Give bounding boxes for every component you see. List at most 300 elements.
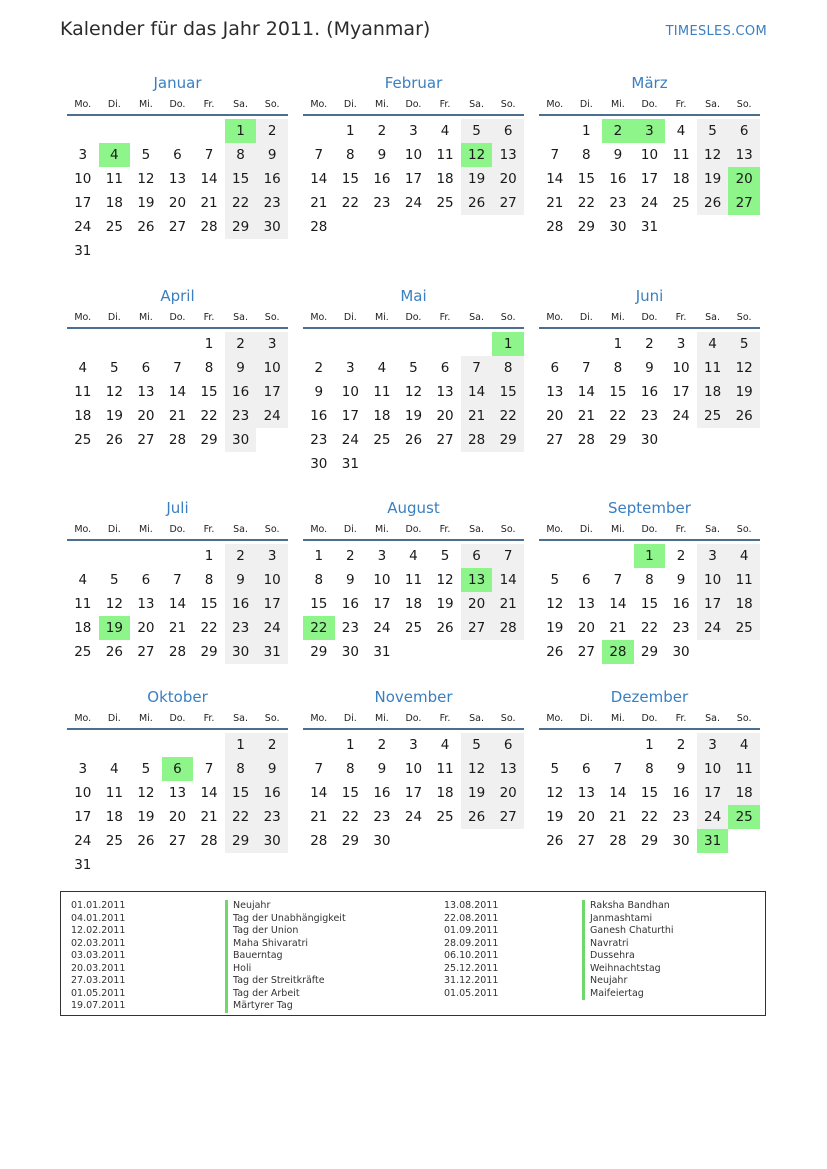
day-cell: 4 [377,360,387,376]
day-cell: 9 [346,572,355,588]
day-cell: 8 [645,761,654,777]
day-cell: 12 [137,171,155,187]
day-cell: 3 [346,360,355,376]
weekday-label: Mo. [74,98,92,110]
day-cell: 17 [697,781,729,805]
empty-cell [539,733,571,757]
weekday-label: Do. [641,311,658,323]
day-cell: 27 [492,805,524,829]
day-cell: 28 [200,833,218,849]
weekday-label: Mo. [310,712,328,724]
day-cell: 8 [613,360,623,376]
day-cell: 9 [225,356,257,380]
day-cell: 20 [436,408,454,424]
day-cell: 13 [546,384,564,400]
day-cell: 24 [672,408,690,424]
day-cell: 23 [225,616,257,640]
month-name: April [160,287,195,305]
weekday-label: So. [500,523,516,535]
holiday-day: 6 [162,757,194,781]
day-grid [303,544,524,664]
empty-cell [67,332,99,356]
day-cell: 15 [492,380,524,404]
day-cell: 4 [676,123,686,139]
day-cell: 23 [373,195,391,211]
day-cell: 19 [404,408,423,424]
day-cell: 1 [346,737,355,753]
day-cell: 17 [256,380,288,404]
day-cell: 5 [461,733,493,757]
page-title: Kalender für das Jahr 2011. (Myanmar) [60,18,431,40]
day-cell: 5 [110,360,119,376]
day-cell: 9 [314,384,324,400]
month-name: Januar [153,74,202,92]
weekday-label: Mo. [74,523,92,535]
holiday-day: 1 [634,544,666,568]
empty-cell [539,544,571,568]
month-august [303,497,524,664]
day-cell: 3 [676,336,686,352]
day-cell: 22 [225,191,257,215]
weekday-label: Sa. [233,98,249,110]
month-name: Juli [166,499,189,517]
legend-entry: 13.08.2011 [444,900,499,911]
day-cell: 15 [341,785,359,801]
weekday-label: Di. [107,523,121,535]
day-cell: 11 [436,147,454,163]
day-cell: 1 [225,733,257,757]
day-cell: 30 [225,640,257,664]
day-cell: 7 [204,761,214,777]
legend-entry: Tag der Unabhängigkeit [225,913,346,926]
day-cell: 26 [697,191,729,215]
day-cell: 2 [645,336,654,352]
day-cell: 2 [676,548,686,564]
day-cell: 17 [640,171,659,187]
weekday-label: Fr. [439,98,451,110]
day-cell: 13 [577,596,595,612]
day-cell: 18 [105,195,123,211]
day-cell: 26 [404,432,423,448]
weekday-label: Do. [405,523,422,535]
day-cell: 4 [409,548,418,564]
weekday-label: Sa. [469,311,485,323]
weekday-label: Sa. [469,523,485,535]
day-cell: 9 [256,757,288,781]
day-cell: 10 [697,757,729,781]
empty-cell [67,119,99,143]
day-cell: 18 [728,592,760,616]
day-cell: 16 [341,596,359,612]
weekday-header [539,708,760,730]
day-cell: 28 [609,833,627,849]
day-cell: 3 [697,544,729,568]
day-cell: 12 [105,384,123,400]
weekday-label: Fr. [203,311,215,323]
day-cell: 23 [672,809,690,825]
holiday-day: 2 [602,119,634,143]
month-juli [67,497,288,664]
month-november [303,686,524,853]
empty-cell [303,733,335,757]
day-cell: 15 [640,785,659,801]
day-cell: 15 [225,781,257,805]
day-cell: 12 [546,596,564,612]
empty-cell [67,733,99,757]
empty-cell [398,332,430,356]
weekday-label: Di. [579,311,593,323]
day-cell: 2 [676,737,686,753]
day-cell: 15 [310,596,328,612]
day-cell: 26 [105,432,123,448]
legend-entry: Märtyrer Tag [225,1000,346,1013]
day-cell: 26 [137,219,155,235]
empty-cell [162,733,194,757]
brand-link[interactable]: TIMESLES.COM [665,24,767,39]
day-cell: 6 [582,572,591,588]
day-cell: 25 [436,809,454,825]
day-cell: 29 [225,829,257,853]
weekday-label: Sa. [233,523,249,535]
weekday-label: Do. [641,98,658,110]
day-cell: 2 [225,544,257,568]
day-cell: 22 [492,404,524,428]
day-cell: 12 [436,572,454,588]
day-grid [67,332,288,452]
day-cell: 31 [341,456,359,472]
day-cell: 14 [546,171,564,187]
month-name: Februar [384,74,443,92]
empty-cell [99,119,131,143]
day-cell: 28 [168,644,187,660]
day-cell: 7 [173,360,182,376]
weekday-header [67,708,288,730]
day-cell: 26 [461,805,493,829]
empty-cell [193,119,225,143]
weekday-label: So. [264,712,280,724]
day-cell: 27 [137,644,155,660]
legend-entry: 28.09.2011 [444,937,499,949]
weekday-label: Do. [641,712,658,724]
legend-entry: 19.07.2011 [71,1000,126,1011]
day-cell: 2 [225,332,257,356]
day-cell: 19 [546,620,564,636]
day-cell: 21 [492,592,524,616]
weekday-label: Mi. [374,712,389,724]
day-cell: 22 [341,195,359,211]
day-cell: 8 [204,572,214,588]
day-grid [303,332,524,476]
day-cell: 6 [728,119,760,143]
day-cell: 26 [546,833,564,849]
day-cell: 30 [310,456,328,472]
day-cell: 24 [74,833,92,849]
day-cell: 24 [640,195,659,211]
holiday-day: 13 [461,568,493,592]
day-cell: 30 [672,644,690,660]
day-cell: 16 [256,167,288,191]
day-cell: 21 [546,195,564,211]
month-name: November [374,688,453,706]
day-cell: 25 [105,219,123,235]
legend-entry: 02.03.2011 [71,937,126,949]
day-cell: 29 [640,644,659,660]
day-cell: 11 [105,171,123,187]
day-cell: 30 [373,833,391,849]
day-cell: 28 [492,616,524,640]
day-cell: 6 [141,360,151,376]
weekday-header [303,307,524,329]
day-cell: 30 [609,219,627,235]
day-cell: 1 [204,548,214,564]
weekday-label: Fr. [675,523,687,535]
day-cell: 29 [200,644,218,660]
weekday-label: Do. [169,523,186,535]
day-cell: 3 [256,544,288,568]
day-cell: 4 [728,733,760,757]
day-cell: 7 [314,761,324,777]
weekday-label: Sa. [469,98,485,110]
day-cell: 19 [697,167,729,191]
weekday-label: Mi. [610,98,625,110]
day-cell: 20 [546,408,564,424]
day-cell: 8 [204,360,214,376]
legend-entry: 01.05.2011 [444,987,499,999]
day-grid [67,733,288,877]
weekday-label: So. [736,712,752,724]
day-cell: 16 [225,380,257,404]
weekday-label: Sa. [705,523,721,535]
day-cell: 11 [404,572,423,588]
day-cell: 12 [404,384,423,400]
empty-cell [571,733,603,757]
day-cell: 27 [137,432,155,448]
weekday-header [539,94,760,116]
day-cell: 2 [377,123,387,139]
day-cell: 28 [546,219,564,235]
legend-entry: Neujahr [225,900,346,913]
month-juni [539,285,760,452]
day-cell: 11 [105,785,123,801]
day-cell: 5 [461,119,493,143]
day-cell: 29 [492,428,524,452]
day-cell: 24 [404,809,423,825]
weekday-label: Mo. [74,712,92,724]
legend-entry: Ganesh Chaturthi [582,925,674,938]
day-cell: 21 [310,809,328,825]
weekday-label: So. [264,523,280,535]
empty-cell [99,332,131,356]
day-cell: 29 [310,644,328,660]
weekday-label: Fr. [439,712,451,724]
legend-entry: 20.03.2011 [71,962,126,974]
legend-entry: Bauerntag [225,950,346,963]
day-cell: 8 [492,356,524,380]
day-cell: 16 [672,785,690,801]
day-cell: 9 [645,360,654,376]
weekday-label: Di. [343,98,357,110]
day-cell: 2 [377,737,387,753]
day-cell: 4 [110,761,119,777]
day-grid [539,733,760,853]
legend-left-dates [71,900,125,1013]
day-cell: 8 [346,761,355,777]
day-cell: 7 [314,147,324,163]
day-cell: 28 [310,219,328,235]
day-grid [67,119,288,263]
day-cell: 9 [676,761,686,777]
legend-entry: Raksha Bandhan [582,900,674,913]
holiday-day: 20 [728,167,760,191]
day-grid [303,119,524,239]
day-cell: 14 [609,785,627,801]
weekday-label: Do. [405,311,422,323]
weekday-label: Sa. [705,712,721,724]
day-cell: 18 [74,620,92,636]
day-cell: 18 [436,785,454,801]
weekday-label: Do. [169,98,186,110]
empty-cell [162,332,194,356]
weekday-label: So. [736,523,752,535]
weekday-label: Do. [169,712,186,724]
day-cell: 5 [550,572,560,588]
day-cell: 22 [341,809,359,825]
day-cell: 10 [74,785,92,801]
day-cell: 21 [168,620,187,636]
day-cell: 6 [461,544,493,568]
day-cell: 19 [105,408,123,424]
day-cell: 17 [404,171,423,187]
day-cell: 7 [582,360,591,376]
holiday-day: 28 [602,640,634,664]
day-cell: 27 [577,833,595,849]
empty-cell [429,332,461,356]
month-name: September [608,499,691,517]
day-cell: 17 [404,785,423,801]
day-cell: 2 [346,548,355,564]
day-cell: 6 [492,119,524,143]
day-cell: 25 [697,404,729,428]
day-cell: 7 [173,572,182,588]
day-cell: 14 [310,785,328,801]
weekday-label: Mo. [546,311,564,323]
day-cell: 5 [440,548,450,564]
weekday-label: Sa. [233,712,249,724]
day-cell: 8 [346,147,355,163]
day-cell: 10 [640,147,659,163]
day-cell: 24 [697,616,729,640]
day-cell: 12 [105,596,123,612]
legend-entry: 03.03.2011 [71,950,126,961]
day-cell: 19 [436,596,454,612]
legend-entry: Tag der Arbeit [225,988,346,1001]
weekday-label: So. [736,311,752,323]
day-cell: 14 [200,171,218,187]
month-mai [303,285,524,476]
day-cell: 13 [492,757,524,781]
day-cell: 15 [341,171,359,187]
day-cell: 11 [373,384,391,400]
day-cell: 27 [546,432,564,448]
weekday-label: So. [500,98,516,110]
month-april [67,285,288,452]
month-februar [303,72,524,239]
weekday-label: Sa. [469,712,485,724]
day-cell: 29 [609,432,627,448]
weekday-label: So. [500,311,516,323]
empty-cell [130,544,162,568]
day-cell: 18 [74,408,92,424]
day-cell: 9 [256,143,288,167]
day-cell: 4 [440,737,450,753]
day-cell: 9 [613,147,623,163]
day-cell: 24 [341,432,359,448]
weekday-label: Fr. [675,98,687,110]
day-cell: 16 [256,781,288,805]
day-cell: 11 [74,384,92,400]
day-cell: 24 [256,616,288,640]
empty-cell [162,119,194,143]
day-cell: 3 [409,737,418,753]
day-cell: 5 [409,360,418,376]
day-cell: 26 [105,644,123,660]
empty-cell [130,119,162,143]
empty-cell [366,332,398,356]
empty-cell [99,544,131,568]
day-cell: 12 [461,757,493,781]
day-cell: 16 [310,408,328,424]
legend-entry: 01.09.2011 [444,925,499,936]
day-cell: 14 [168,384,187,400]
weekday-header [303,708,524,730]
legend-entry: 22.08.2011 [444,912,499,924]
day-cell: 20 [137,408,155,424]
day-cell: 23 [256,805,288,829]
day-cell: 13 [137,596,155,612]
legend-right-dates [444,900,498,1000]
day-cell: 22 [200,620,218,636]
holiday-day: 27 [728,191,760,215]
day-cell: 14 [168,596,187,612]
day-cell: 1 [645,737,654,753]
holiday-day: 25 [728,805,760,829]
day-cell: 3 [377,548,387,564]
day-cell: 31 [74,857,92,873]
day-cell: 1 [204,336,214,352]
day-cell: 17 [697,592,729,616]
day-grid [67,544,288,664]
day-cell: 10 [373,572,391,588]
weekday-label: So. [736,98,752,110]
weekday-label: Di. [579,712,593,724]
empty-cell [571,544,603,568]
day-cell: 30 [341,644,359,660]
day-cell: 14 [200,785,218,801]
day-cell: 12 [137,785,155,801]
day-cell: 4 [78,360,88,376]
month-name: Dezember [610,688,689,706]
weekday-label: So. [500,712,516,724]
day-cell: 29 [341,833,359,849]
day-cell: 16 [672,596,690,612]
holiday-day: 22 [303,616,335,640]
day-cell: 20 [168,809,187,825]
weekday-label: Do. [169,311,186,323]
holiday-day: 12 [461,143,493,167]
day-cell: 26 [461,191,493,215]
day-cell: 16 [373,171,391,187]
weekday-label: Di. [579,523,593,535]
